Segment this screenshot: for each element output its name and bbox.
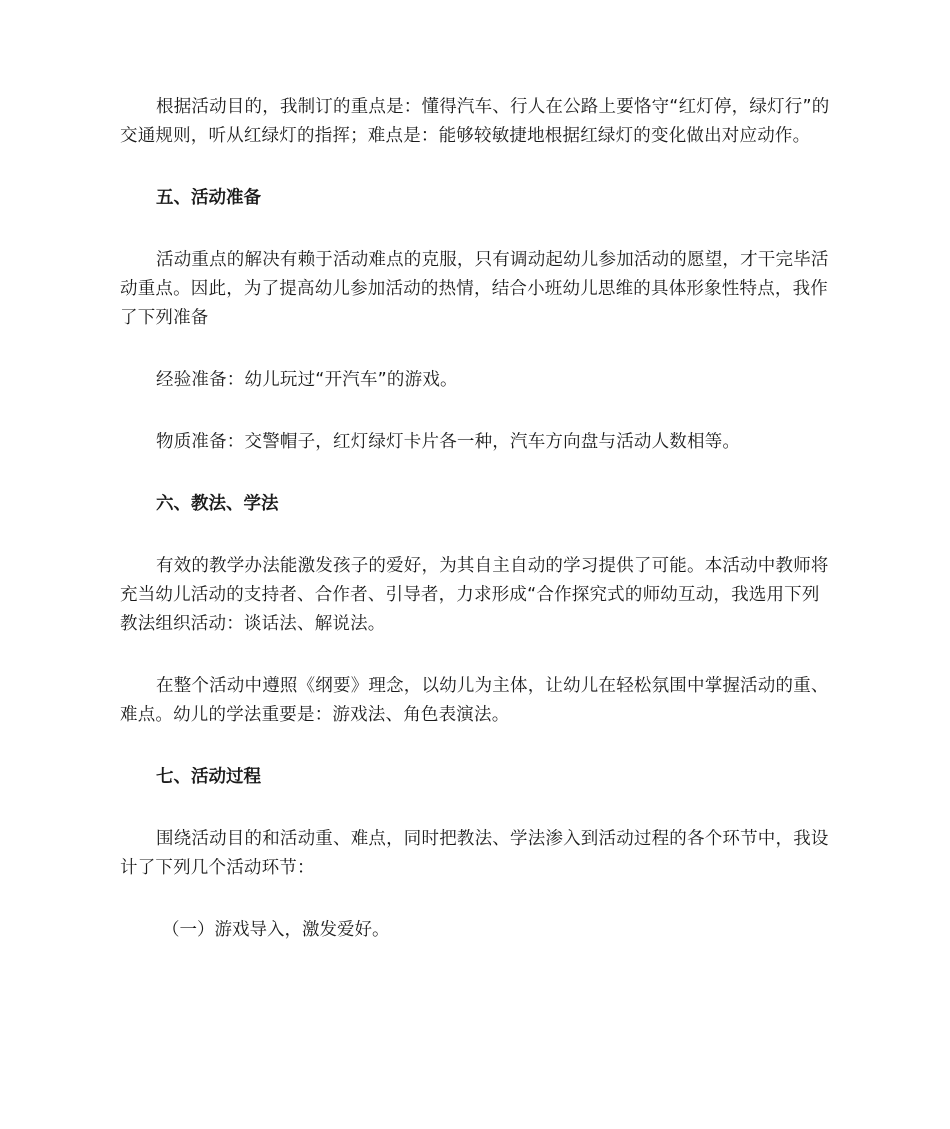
paragraph-process-intro: 围绕活动目的和活动重、难点，同时把教法、学法渗入到活动过程的各个环节中，我设计了下列几个活动环节：: [120, 829, 829, 878]
paragraph-material-preparation: 物质准备：交警帽子，红灯绿灯卡片各一种，汽车方向盘与活动人数相等。: [156, 432, 741, 452]
heading-activity-process: 七、活动过程: [156, 767, 261, 787]
paragraph-focus-difficulty: 根据活动目的，我制订的重点是：懂得汽车、行人在公路上要恪守“红灯停，绿灯行”的交通规则，听从红绿灯的指挥；难点是：能够较敏捷地根据红绿灯的变化做出对应动作。: [120, 97, 830, 146]
paragraph-step-one: （一）游戏导入，激发爱好。: [162, 920, 390, 940]
paragraph-teaching-methods: 有效的教学办法能激发孩子的爱好，为其自主自动的学习提供了可能。本活动中教师将充当幼儿活动的支持者、合作者、引导者，力求形成“合作探究式的师幼互动，我选用下列教法组织活动：谈话法、解说法。: [120, 556, 829, 634]
paragraph-preparation-intro: 活动重点的解决有赖于活动难点的克服，只有调动起幼儿参加活动的愿望，才干完毕活动重点。因此，为了提高幼儿参加活动的热情，结合小班幼儿思维的具体形象性特点，我作了下列准备: [120, 250, 829, 328]
document-page: [120, 93, 832, 945]
paragraph-experience-preparation: 经验准备：幼儿玩过“开汽车”的游戏。: [156, 370, 458, 390]
heading-teaching-methods: 六、教法、学法: [156, 494, 279, 514]
heading-activity-preparation: 五、活动准备: [156, 188, 261, 208]
paragraph-learning-methods: 在整个活动中遵照《纲要》理念，以幼儿为主体，让幼儿在轻松氛围中掌握活动的重、难点。幼儿的学法重要是：游戏法、角色表演法。: [120, 676, 829, 725]
